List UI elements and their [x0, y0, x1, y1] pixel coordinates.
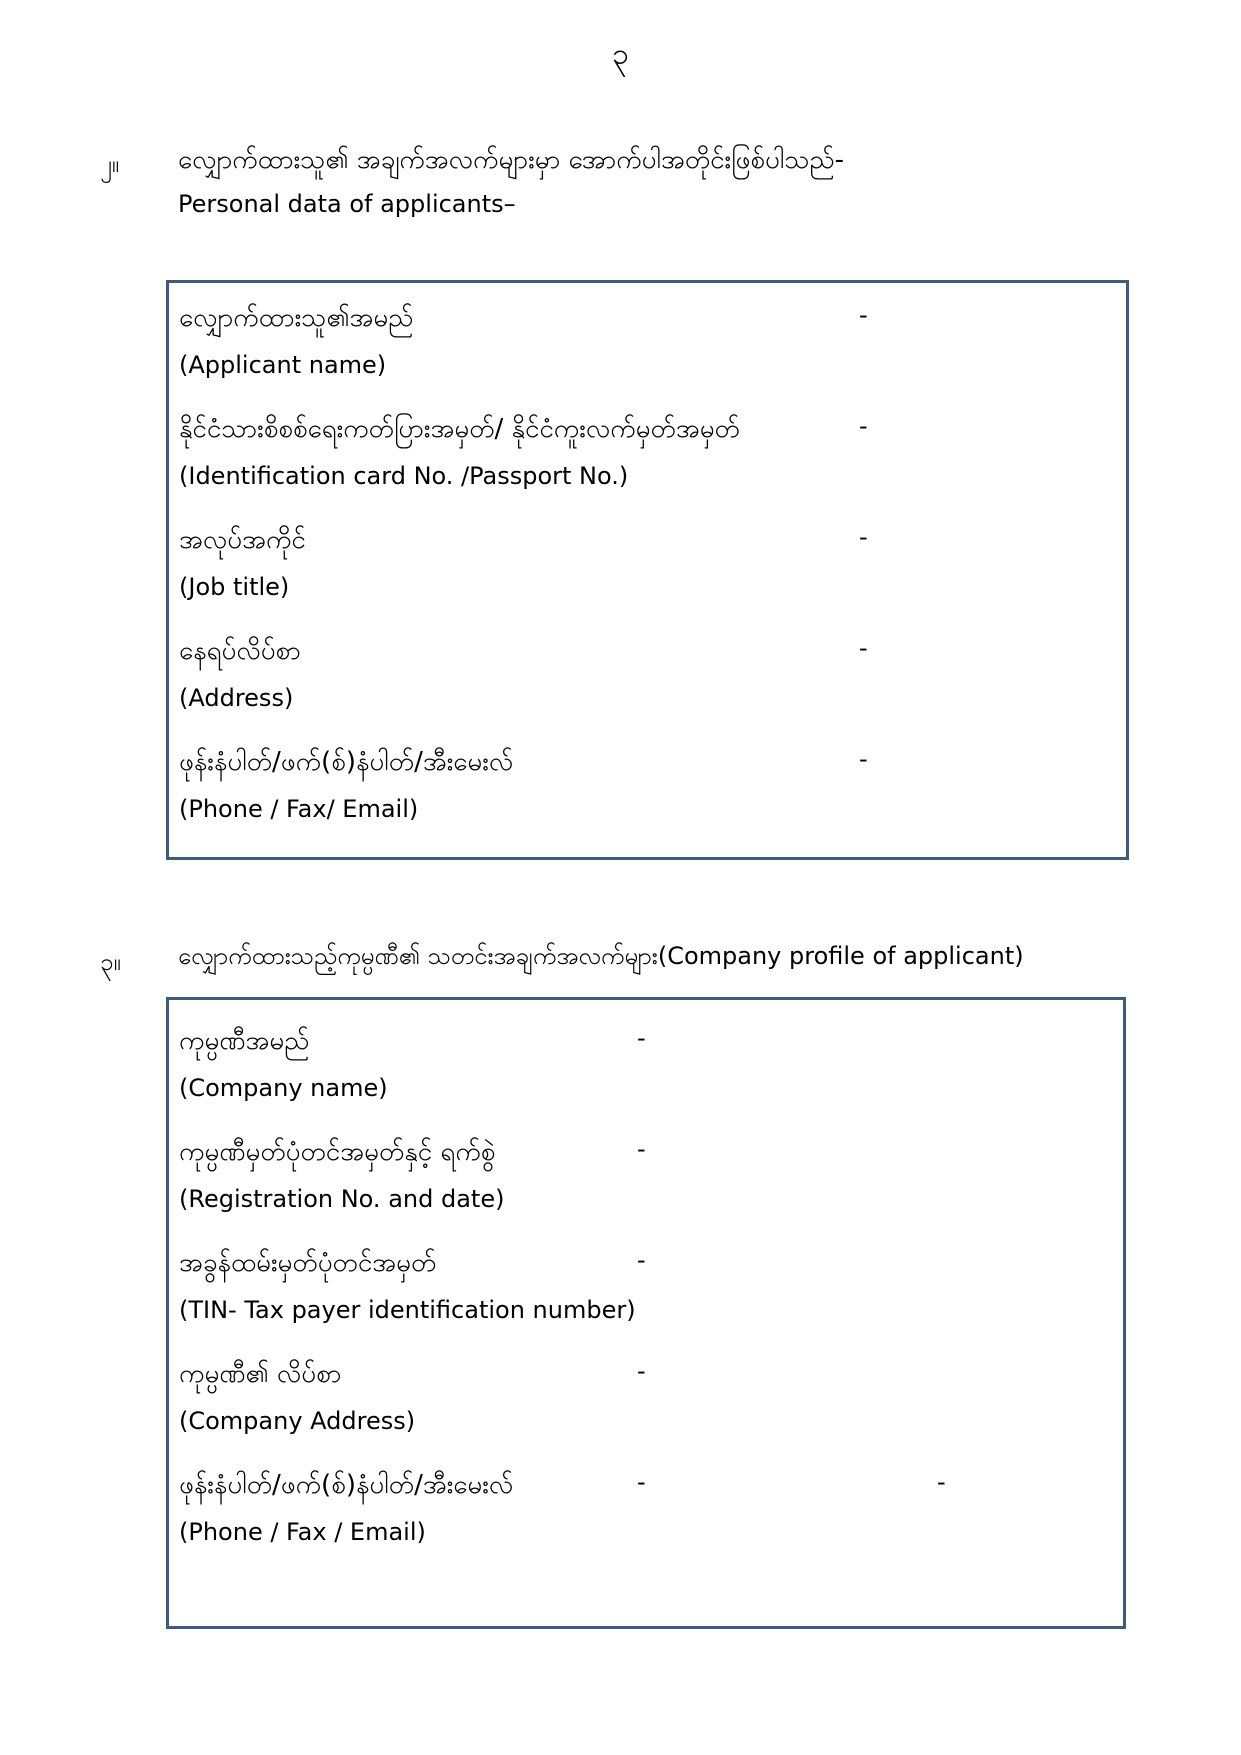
field-value: - — [859, 745, 868, 773]
section-1-title: လျှောက်ထားသူ၏ အချက်အလက်များမှာ အောက်ပါအတိုင်းဖြစ်ပါသည်- — [178, 145, 844, 175]
field-applicant-name — [179, 297, 1136, 385]
field-contact — [179, 741, 1136, 829]
field-label-en: (Company name) — [179, 1074, 388, 1102]
field-value: - — [637, 1246, 646, 1274]
field-label-en: (Identification card No. /Passport No.) — [179, 462, 629, 490]
field-label-en: (Phone / Fax/ Email) — [179, 795, 419, 823]
section-1-subtitle: Personal data of applicants– — [178, 190, 516, 218]
page-number: ၃ — [612, 37, 629, 72]
field-label-mm: ကုမ္ပဏီအမည် — [179, 1026, 310, 1056]
field-value: - — [637, 1357, 646, 1385]
field-label-en: (Job title) — [179, 573, 290, 601]
personal-data-box — [166, 280, 1129, 860]
field-company-address — [179, 1353, 1133, 1441]
field-label-mm: အခွန်ထမ်းမှတ်ပုံတင်အမှတ် — [179, 1248, 437, 1278]
field-label-mm: ကုမ္ပဏီ၏ လိပ်စာ — [179, 1359, 342, 1389]
field-value: - — [859, 412, 868, 440]
field-value: - — [637, 1468, 646, 1496]
field-label-en: (Registration No. and date) — [179, 1185, 505, 1213]
field-company-contact — [179, 1464, 1133, 1552]
field-label-en: (Phone / Fax / Email) — [179, 1518, 426, 1546]
section-2-title: လျှောက်ထားသည့်ကုမ္ပဏီ၏ သတင်းအချက်အလက်များ(Company profile of applicant) — [178, 942, 1024, 970]
field-label-en: (Applicant name) — [179, 351, 387, 379]
field-label-en: (TIN- Tax payer identification number) — [179, 1296, 636, 1324]
field-label-mm: ကုမ္ပဏီမှတ်ပုံတင်အမှတ်နှင့် ရက်စွဲ — [179, 1137, 496, 1167]
company-profile-box — [166, 997, 1126, 1629]
field-label-mm: အလုပ်အကိုင် — [179, 525, 306, 555]
field-label-mm: ဖုန်းနံပါတ်/ဖက်(စ်)နံပါတ်/အီးမေးလ် — [179, 1470, 514, 1500]
field-value: - — [859, 634, 868, 662]
field-label-mm: နေရပ်လိပ်စာ — [179, 636, 301, 666]
field-value: - — [637, 1024, 646, 1052]
field-label-mm: နိုင်ငံသားစိစစ်ရေးကတ်ပြားအမှတ်/ နိုင်ငံကူးလက်မှတ်အမှတ် — [179, 414, 740, 444]
field-value: - — [859, 523, 868, 551]
field-value: - — [859, 301, 868, 329]
field-value: - — [637, 1135, 646, 1163]
field-label-en: (Address) — [179, 684, 294, 712]
field-job-title — [179, 519, 1136, 607]
field-label-mm: ဖုန်းနံပါတ်/ဖက်(စ်)နံပါတ်/အီးမေးလ် — [179, 747, 514, 777]
field-extra-value: - — [937, 1468, 946, 1496]
field-address — [179, 630, 1136, 718]
field-id-card — [179, 408, 1136, 496]
field-label-mm: လျှောက်ထားသူ၏အမည် — [179, 303, 414, 333]
field-label-en: (Company Address) — [179, 1407, 416, 1435]
section-2-number: ၃။ — [100, 948, 121, 976]
field-tin — [179, 1242, 1133, 1330]
field-registration — [179, 1131, 1133, 1219]
field-company-name — [179, 1020, 1133, 1108]
section-1-number: ၂။ — [100, 150, 120, 178]
